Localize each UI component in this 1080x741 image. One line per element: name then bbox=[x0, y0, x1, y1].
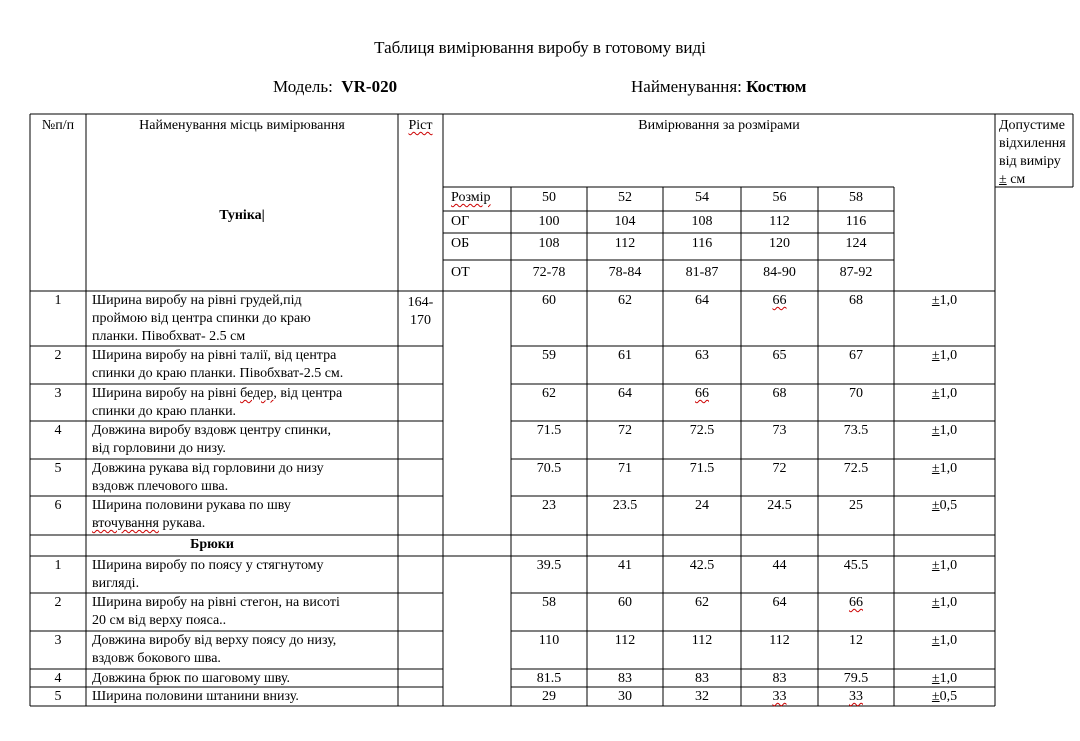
tunic-row-description: Ширина виробу на рівні грудей,під проймою від центра спинки до краю планки. Півобхват- 2.5 см bbox=[92, 293, 311, 344]
pants-row-value: 41 bbox=[618, 558, 632, 573]
section-pants-title: Брюки bbox=[190, 537, 234, 552]
pants-row-value: 112 bbox=[614, 633, 636, 648]
pants-row-value: 81.5 bbox=[536, 671, 562, 686]
tunic-row-value: 70 bbox=[849, 386, 863, 401]
tunic-row-value: 25 bbox=[849, 498, 863, 513]
pants-row-number: 4 bbox=[54, 671, 62, 686]
tunic-row-value: 24.5 bbox=[767, 498, 792, 513]
pants-row-value: 83 bbox=[695, 671, 709, 686]
pants-row-value: 79.5 bbox=[843, 671, 869, 686]
pants-row-value: 112 bbox=[691, 633, 713, 648]
tunic-row-value: 73.5 bbox=[843, 423, 869, 438]
pants-row-value: 83 bbox=[772, 671, 787, 686]
pants-row-value: 112 bbox=[769, 633, 790, 648]
tunic-row-value: 62 bbox=[542, 386, 556, 401]
tunic-row-value: 61 bbox=[618, 348, 632, 363]
pants-row-value: 110 bbox=[538, 633, 560, 648]
pants-row-value: 39.5 bbox=[536, 558, 562, 573]
size-row-label: ОТ bbox=[451, 265, 470, 280]
size-value: 81-87 bbox=[685, 265, 719, 280]
size-value: 112 bbox=[769, 214, 790, 229]
size-value: 56 bbox=[772, 190, 787, 205]
tunic-row-description: Довжина рукава від горловини до низу вздовж плечового шва. bbox=[92, 461, 324, 494]
tunic-row-number: 2 bbox=[54, 348, 62, 363]
tunic-row-tolerance: ±1,0 bbox=[931, 461, 958, 476]
pants-row-value: 32 bbox=[695, 689, 709, 704]
pants-row-value: 60 bbox=[618, 595, 632, 610]
tunic-row-value: 66 bbox=[772, 293, 787, 308]
tunic-row-value: 71.5 bbox=[536, 423, 562, 438]
tunic-row-value: 64 bbox=[695, 293, 709, 308]
tunic-row-value: 65 bbox=[772, 348, 787, 363]
tunic-row-tolerance: ±0,5 bbox=[931, 498, 958, 513]
model-label: Модель: bbox=[273, 77, 333, 96]
size-row-label: ОГ bbox=[451, 214, 470, 229]
size-value: 72-78 bbox=[532, 265, 566, 280]
tunic-row-value: 67 bbox=[849, 348, 863, 363]
size-row-label: Розмір bbox=[451, 190, 491, 205]
section-tunic-title: Туніка| bbox=[219, 208, 265, 223]
tunic-row-tolerance: ±1,0 bbox=[931, 386, 958, 401]
tunic-row-value: 68 bbox=[849, 293, 863, 308]
tunic-row-tolerance: ±1,0 bbox=[931, 423, 958, 438]
header-place: Найменування місць вимірювання bbox=[139, 118, 345, 133]
size-value: 108 bbox=[691, 214, 713, 229]
tunic-row-value: 68 bbox=[772, 386, 787, 401]
pants-row-description: Ширина половини штанини внизу. bbox=[92, 689, 299, 704]
tunic-row-value: 66 bbox=[695, 386, 709, 401]
height-value: 164- 170 bbox=[407, 295, 434, 328]
size-value: 124 bbox=[845, 236, 867, 251]
pants-row-number: 1 bbox=[54, 558, 62, 573]
size-value: 54 bbox=[695, 190, 709, 205]
tunic-row-value: 60 bbox=[542, 293, 556, 308]
tunic-row-value: 72.5 bbox=[843, 461, 869, 476]
pants-row-value: 33 bbox=[772, 689, 787, 704]
tunic-row-value: 23 bbox=[542, 498, 556, 513]
pants-row-tolerance: ±1,0 bbox=[931, 671, 958, 686]
header-height: Ріст bbox=[408, 118, 433, 133]
tunic-row-value: 72.5 bbox=[689, 423, 715, 438]
tunic-row-description: Ширина виробу на рівні бедер, від центра спинки до краю планки. bbox=[92, 386, 343, 419]
pants-row-value: 29 bbox=[542, 689, 556, 704]
pants-row-value: 33 bbox=[849, 689, 863, 704]
size-value: 50 bbox=[542, 190, 556, 205]
pants-row-value: 12 bbox=[849, 633, 863, 648]
pants-row-value: 44 bbox=[772, 558, 787, 573]
pants-row-value: 45.5 bbox=[843, 558, 869, 573]
name-value: Костюм bbox=[746, 77, 807, 96]
pants-row-number: 3 bbox=[54, 633, 62, 648]
tunic-row-value: 71.5 bbox=[689, 461, 715, 476]
pants-row-description: Ширина виробу по поясу у стягнутому вигляді. bbox=[92, 558, 324, 591]
header-number: №п/п bbox=[41, 118, 75, 133]
size-value: 58 bbox=[849, 190, 863, 205]
pants-row-number: 5 bbox=[54, 689, 62, 704]
page-title: Таблиця вимірювання виробу в готовому виді bbox=[374, 38, 706, 57]
size-value: 116 bbox=[691, 236, 713, 251]
size-value: 112 bbox=[614, 236, 636, 251]
pants-row-value: 42.5 bbox=[689, 558, 715, 573]
size-value: 120 bbox=[769, 236, 790, 251]
size-row-label: ОБ bbox=[451, 236, 470, 251]
size-value: 100 bbox=[538, 214, 560, 229]
tunic-row-value: 64 bbox=[618, 386, 632, 401]
pants-row-description: Ширина виробу на рівні стегон, на висоті 20 см від верху пояса.. bbox=[92, 595, 340, 628]
tunic-row-description: Ширина половини рукава по шву вточування рукава. bbox=[92, 498, 291, 531]
pants-row-tolerance: ±1,0 bbox=[931, 595, 958, 610]
pants-row-tolerance: ±1,0 bbox=[931, 558, 958, 573]
tunic-row-number: 1 bbox=[54, 293, 62, 308]
tunic-row-description: Ширина виробу на рівні талії, від центра спинки до краю планки. Півобхват-2.5 см. bbox=[92, 348, 344, 381]
size-value: 84-90 bbox=[763, 265, 796, 280]
tunic-row-number: 6 bbox=[54, 498, 62, 513]
header-sizes: Вимірювання за розмірами bbox=[638, 118, 800, 133]
header-tolerance: Допустиме відхилення від виміру ± см bbox=[999, 118, 1066, 187]
size-value: 108 bbox=[538, 236, 560, 251]
pants-row-value: 62 bbox=[695, 595, 709, 610]
tunic-row-value: 73 bbox=[772, 423, 787, 438]
tunic-row-value: 63 bbox=[695, 348, 709, 363]
tunic-row-description: Довжина виробу вздовж центру спинки, від горловини до низу. bbox=[92, 423, 331, 456]
name-label: Найменування: bbox=[631, 77, 742, 96]
tunic-row-value: 70.5 bbox=[536, 461, 562, 476]
pants-row-value: 30 bbox=[618, 689, 632, 704]
pants-row-value: 58 bbox=[542, 595, 556, 610]
tunic-row-number: 3 bbox=[54, 386, 62, 401]
size-value: 104 bbox=[614, 214, 636, 229]
model-value: VR-020 bbox=[341, 77, 398, 96]
tunic-row-value: 59 bbox=[542, 348, 556, 363]
pants-row-description: Довжина брюк по шаговому шву. bbox=[92, 671, 291, 686]
pants-row-number: 2 bbox=[54, 595, 62, 610]
pants-row-value: 83 bbox=[618, 671, 632, 686]
size-value: 52 bbox=[618, 190, 632, 205]
tunic-row-value: 72 bbox=[772, 461, 787, 476]
tunic-row-number: 4 bbox=[54, 423, 62, 438]
tunic-row-number: 5 bbox=[54, 461, 62, 476]
tunic-row-value: 71 bbox=[618, 461, 632, 476]
pants-row-tolerance: ±1,0 bbox=[931, 633, 958, 648]
tunic-row-value: 24 bbox=[695, 498, 709, 513]
tunic-row-value: 23.5 bbox=[612, 498, 638, 513]
tunic-row-value: 72 bbox=[618, 423, 632, 438]
size-value: 116 bbox=[845, 214, 867, 229]
pants-row-value: 64 bbox=[772, 595, 787, 610]
pants-row-description: Довжина виробу від верху поясу до низу, вздовж бокового шва. bbox=[92, 633, 337, 666]
tunic-row-tolerance: ±1,0 bbox=[931, 293, 958, 308]
size-value: 78-84 bbox=[608, 265, 642, 280]
tunic-row-value: 62 bbox=[618, 293, 632, 308]
size-value: 87-92 bbox=[839, 265, 873, 280]
tunic-row-tolerance: ±1,0 bbox=[931, 348, 958, 363]
pants-row-tolerance: ±0,5 bbox=[931, 689, 958, 704]
pants-row-value: 66 bbox=[849, 595, 863, 610]
